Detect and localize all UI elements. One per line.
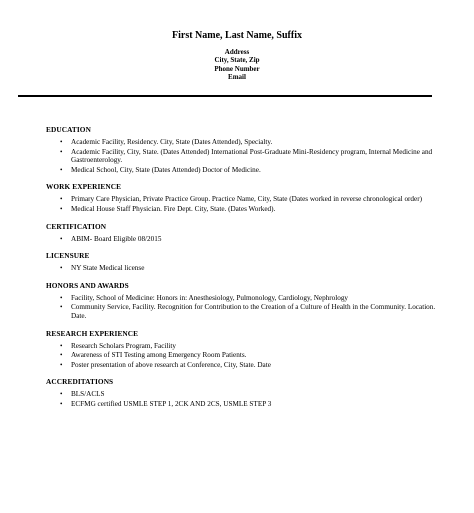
- section-heading: WORK EXPERIENCE: [46, 182, 122, 192]
- list-item: [46, 390, 436, 399]
- list-item-text: Academic Facility, City, State. (Dates Attended) International Post-Graduate Mini-Residency program, Internal Medicine and Gastroenterology.: [71, 147, 433, 165]
- section-heading: RESEARCH EXPERIENCE: [46, 328, 139, 338]
- bullet-icon: •: [60, 138, 63, 146]
- bullet-icon: •: [60, 293, 63, 302]
- contact-block: [0, 48, 474, 81]
- list-item-text: Research Scholars Program, Facility: [71, 341, 176, 350]
- contact-phone: Phone Number: [214, 64, 260, 73]
- list-item-text: Primary Care Physician, Private Practice Group. Practice Name, City, State (Dates worked in reverse chronological order): [71, 195, 423, 204]
- bullet-icon: •: [60, 165, 63, 174]
- section-accreditations: [46, 377, 436, 408]
- section-education: [46, 125, 436, 174]
- bullet-icon: •: [60, 399, 63, 408]
- list-item-text: Medical House Staff Physician. Fire Dept. City, State. (Dates Worked).: [71, 204, 276, 213]
- bullet-icon: •: [60, 360, 63, 369]
- bullet-icon: •: [60, 234, 63, 243]
- list-item-text: ABIM- Board Eligible 08/2015: [71, 234, 162, 243]
- list-item-text: Academic Facility, Residency. City, State (Dates Attended), Specialty.: [71, 138, 273, 146]
- list-item: [46, 342, 436, 351]
- section-research-experience: [46, 329, 436, 370]
- list-item: [46, 400, 436, 409]
- list-item-text: Poster presentation of above research at Conference, City, State. Date: [71, 360, 271, 369]
- contact-city-state-zip: City, State, Zip: [214, 56, 260, 65]
- list-item-text: ECFMG certified USMLE STEP 1, 2CK AND 2CS, USMLE STEP 3: [71, 399, 272, 408]
- list-item-text: BLS/ACLS: [71, 390, 105, 399]
- bullet-icon: •: [60, 303, 63, 312]
- section-heading: CERTIFICATION: [46, 221, 107, 231]
- contact-address: Address: [224, 48, 250, 56]
- list-item: [46, 138, 436, 147]
- section-heading: LICENSURE: [46, 251, 90, 261]
- bullet-icon: •: [60, 147, 63, 156]
- section-heading: HONORS AND AWARDS: [46, 280, 129, 290]
- section-licensure: [46, 251, 436, 273]
- list-item-text: Medical School, City, State (Dates Attended) Doctor of Medicine.: [71, 165, 261, 174]
- list-item: [46, 166, 436, 175]
- bullet-icon: •: [60, 204, 63, 213]
- list-item-text: Awareness of STI Testing among Emergency Room Patients.: [71, 351, 247, 360]
- section-honors-awards: [46, 281, 436, 321]
- section-certification: [46, 222, 436, 244]
- list-item: [46, 264, 436, 273]
- resume-header: [0, 30, 474, 81]
- contact-email: Email: [228, 72, 246, 81]
- list-item: [46, 148, 436, 165]
- candidate-name: First Name, Last Name, Suffix: [172, 30, 302, 41]
- list-item: [46, 303, 436, 320]
- section-work-experience: [46, 182, 436, 213]
- header-divider: [18, 95, 432, 97]
- section-heading: EDUCATION: [46, 125, 91, 134]
- list-item: [46, 235, 436, 244]
- bullet-icon: •: [60, 351, 63, 360]
- list-item-text: NY State Medical license: [71, 264, 145, 273]
- bullet-icon: •: [60, 195, 63, 204]
- list-item: [46, 205, 436, 214]
- list-item: [46, 361, 436, 370]
- bullet-icon: •: [60, 390, 63, 399]
- list-item: [46, 294, 436, 303]
- bullet-icon: •: [60, 264, 63, 273]
- list-item: [46, 195, 436, 204]
- resume-sections: [46, 125, 436, 417]
- section-heading: ACCREDITATIONS: [46, 377, 114, 387]
- list-item-text: Community Service, Facility. Recognition for Contribution to the Creation of a Culture of Health in the Community. Location. Date.: [71, 303, 436, 320]
- list-item-text: Facility, School of Medicine: Honors in: Anesthesiology, Pulmonology, Cardiology, Nephrology: [71, 293, 349, 302]
- bullet-icon: •: [60, 341, 63, 350]
- list-item: [46, 351, 436, 360]
